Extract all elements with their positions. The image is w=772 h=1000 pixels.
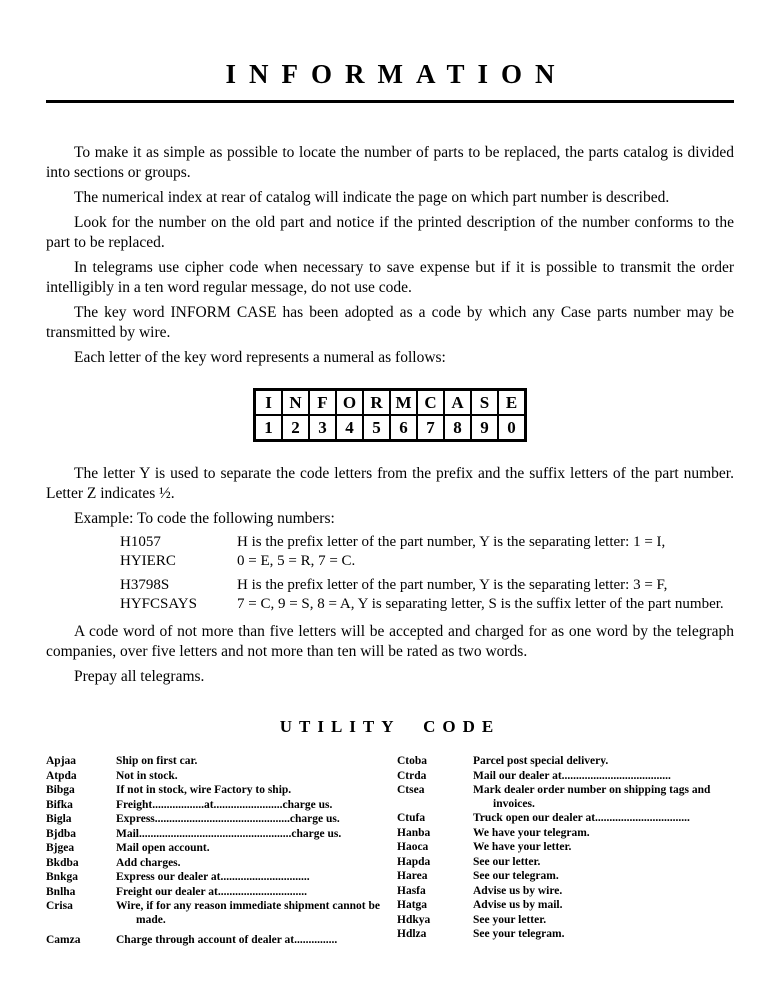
- utility-code-word: Bnlha: [46, 885, 76, 898]
- utility-code-row: [46, 828, 383, 842]
- utility-code-word: Camza: [46, 934, 81, 946]
- utility-code-word: Bjgea: [46, 842, 75, 854]
- utility-code-description: Freight our dealer at...............................: [116, 885, 308, 898]
- cipher-table: [253, 388, 527, 442]
- utility-code-description: Express...............................................charge us.: [116, 813, 340, 825]
- utility-code-row: [46, 934, 383, 948]
- utility-code-description: Ship on first car.: [116, 755, 198, 767]
- utility-code-word: Hanba: [397, 826, 431, 839]
- utility-code-word: Ctrda: [397, 769, 427, 782]
- code-examples: [120, 533, 734, 614]
- utility-code-word: Bibga: [46, 784, 75, 796]
- utility-code-word: Atpda: [46, 769, 77, 782]
- example-description-line: 0 = E, 5 = R, 7 = C.: [237, 553, 356, 569]
- example-intro: Example: To code the following numbers:: [74, 510, 335, 527]
- utility-code-column-right: [397, 755, 734, 949]
- cipher-digits-row: [255, 415, 526, 441]
- utility-code-description: Charge through account of dealer at...............: [116, 934, 338, 946]
- cipher-digit-cell: 4: [336, 415, 363, 441]
- utility-code-description: See our telegram.: [473, 870, 559, 882]
- code-example: [120, 533, 734, 571]
- utility-code-word: Bifka: [46, 798, 73, 811]
- cipher-digit-cell: 0: [498, 415, 526, 441]
- cipher-letter-cell: M: [390, 390, 417, 416]
- utility-code-word: Bnkga: [46, 871, 78, 883]
- utility-code-row: [397, 885, 734, 899]
- paragraph: Prepay all telegrams.: [74, 668, 205, 685]
- cipher-letters-row: [255, 390, 526, 416]
- intro-section: [46, 143, 734, 368]
- example-part-number: H3798S: [120, 577, 170, 593]
- utility-code-row: [397, 856, 734, 870]
- paragraph: To make it as simple as possible to locate the number of parts to be replaced, the parts catalog is divided into sections or groups.: [46, 144, 734, 181]
- utility-code-row: [46, 799, 383, 813]
- cipher-letter-cell: N: [282, 390, 309, 416]
- utility-code-row: [397, 870, 734, 884]
- utility-code-description: Freight..................at........................charge us.: [116, 798, 333, 811]
- utility-code-word: Ctufa: [397, 812, 426, 824]
- paragraph: Look for the number on the old part and notice if the printed description of the number conforms to the part to be replaced.: [46, 214, 734, 251]
- utility-code-row: [46, 755, 383, 769]
- paragraph: The numerical index at rear of catalog will indicate the page on which part number is described.: [74, 189, 670, 206]
- utility-code-row: [397, 784, 734, 811]
- paragraph: A code word of not more than five letters will be accepted and charged for as one word by the telegraph companies, over five letters and not more than ten will be rated as two words.: [46, 623, 734, 660]
- utility-code-description: Parcel post special delivery.: [473, 755, 609, 767]
- utility-code-description: Not in stock.: [116, 769, 178, 782]
- utility-code-word: Hatga: [397, 899, 428, 911]
- cipher-digit-cell: 2: [282, 415, 309, 441]
- closing-section: [46, 622, 734, 687]
- utility-code-row: [46, 813, 383, 827]
- cipher-digit-cell: 9: [471, 415, 498, 441]
- cipher-digit-cell: 5: [363, 415, 390, 441]
- utility-code-description: Add charges.: [116, 856, 181, 869]
- cipher-digit-cell: 6: [390, 415, 417, 441]
- utility-code-word: Crisa: [46, 900, 73, 912]
- utility-code-word: Ctoba: [397, 755, 428, 767]
- utility-code-word: Bjdba: [46, 827, 77, 840]
- utility-code-word: Apjaa: [46, 755, 77, 767]
- utility-code-row: [46, 784, 383, 798]
- cipher-digit-cell: 3: [309, 415, 336, 441]
- example-code-words: [120, 576, 237, 614]
- example-description-line: 7 = C, 9 = S, 8 = A, Y is separating letter, S is the suffix letter of the part number.: [237, 596, 724, 612]
- cipher-letter-cell: A: [444, 390, 471, 416]
- cipher-letter-cell: S: [471, 390, 498, 416]
- cipher-digit-cell: 8: [444, 415, 471, 441]
- page-title: INFORMATION: [225, 59, 568, 89]
- utility-code-word: Bkdba: [46, 856, 79, 869]
- utility-code-description: Wire, if for any reason immediate shipment cannot be made.: [116, 900, 380, 926]
- utility-code-description: Mail open account.: [116, 842, 210, 854]
- cipher-letter-cell: I: [255, 390, 283, 416]
- utility-code-list: [46, 755, 734, 949]
- example-description-line: H is the prefix letter of the part number, Y is the separating letter: 1 = I,: [237, 534, 666, 550]
- example-code-word: HYIERC: [120, 553, 176, 569]
- utility-code-description: See our letter.: [473, 855, 541, 868]
- utility-code-description: We have your telegram.: [473, 826, 590, 839]
- utility-code-word: Hasfa: [397, 884, 426, 897]
- utility-code-row: [46, 886, 383, 900]
- paragraph: The letter Y is used to separate the code letters from the prefix and the suffix letters of the part number. Letter Z indicates ½.: [46, 465, 734, 502]
- utility-code-description: We have your letter.: [473, 841, 572, 853]
- utility-code-column-left: [46, 755, 383, 949]
- code-example: [120, 576, 734, 614]
- cipher-letter-cell: C: [417, 390, 444, 416]
- cipher-letter-cell: R: [363, 390, 390, 416]
- utility-code-description: If not in stock, wire Factory to ship.: [116, 784, 292, 796]
- utility-code-row: [397, 928, 734, 942]
- cipher-letter-cell: E: [498, 390, 526, 416]
- utility-code-description: Mail our dealer at......................................: [473, 769, 671, 782]
- utility-code-row: [397, 812, 734, 826]
- utility-code-row: [397, 899, 734, 913]
- utility-code-row: [46, 900, 383, 927]
- example-description: [237, 533, 734, 571]
- utility-code-description: See your letter.: [473, 913, 547, 926]
- coding-rules-section: [46, 464, 734, 529]
- utility-code-row: [397, 755, 734, 769]
- utility-code-word: Harea: [397, 870, 428, 882]
- example-description-line: H is the prefix letter of the part number, Y is the separating letter: 3 = F,: [237, 577, 668, 593]
- paragraph: In telegrams use cipher code when necessary to save expense but if it is possible to transmit the order intelligibly in a ten word regular message, do not use code.: [46, 259, 734, 296]
- utility-code-description: Advise us by mail.: [473, 899, 563, 911]
- utility-code-word: Hdkya: [397, 913, 431, 926]
- utility-code-word: Hapda: [397, 855, 431, 868]
- utility-code-word: Ctsea: [397, 784, 425, 796]
- cipher-letter-cell: F: [309, 390, 336, 416]
- title-rule: [46, 100, 734, 103]
- cipher-letter-cell: O: [336, 390, 363, 416]
- utility-code-description: See your telegram.: [473, 928, 565, 940]
- utility-code-description: Truck open our dealer at.................................: [473, 812, 690, 824]
- example-part-number: H1057: [120, 534, 161, 550]
- utility-code-row: [397, 827, 734, 841]
- utility-code-description: Mail.....................................................charge us.: [116, 827, 342, 840]
- utility-code-row: [46, 871, 383, 885]
- section-title-utility-code: UTILITY CODE: [279, 717, 501, 736]
- cipher-digit-cell: 7: [417, 415, 444, 441]
- utility-code-word: Haoca: [397, 841, 429, 853]
- utility-code-row: [397, 914, 734, 928]
- utility-code-word: Bigla: [46, 813, 72, 825]
- paragraph: The key word INFORM CASE has been adopted as a code by which any Case parts number may be transmitted by wire.: [46, 304, 734, 341]
- utility-code-row: [46, 770, 383, 784]
- cipher-digit-cell: 1: [255, 415, 283, 441]
- utility-code-row: [46, 857, 383, 871]
- utility-code-row: [46, 842, 383, 856]
- example-code-word: HYFCSAYS: [120, 596, 197, 612]
- utility-code-row: [397, 841, 734, 855]
- example-description: [237, 576, 734, 614]
- utility-code-description: Mark dealer order number on shipping tags and invoices.: [473, 784, 711, 810]
- paragraph: Each letter of the key word represents a numeral as follows:: [74, 349, 446, 366]
- utility-code-description: Express our dealer at...............................: [116, 871, 310, 883]
- example-code-words: [120, 533, 237, 571]
- utility-code-row: [397, 770, 734, 784]
- utility-code-description: Advise us by wire.: [473, 884, 563, 897]
- utility-code-word: Hdlza: [397, 928, 427, 940]
